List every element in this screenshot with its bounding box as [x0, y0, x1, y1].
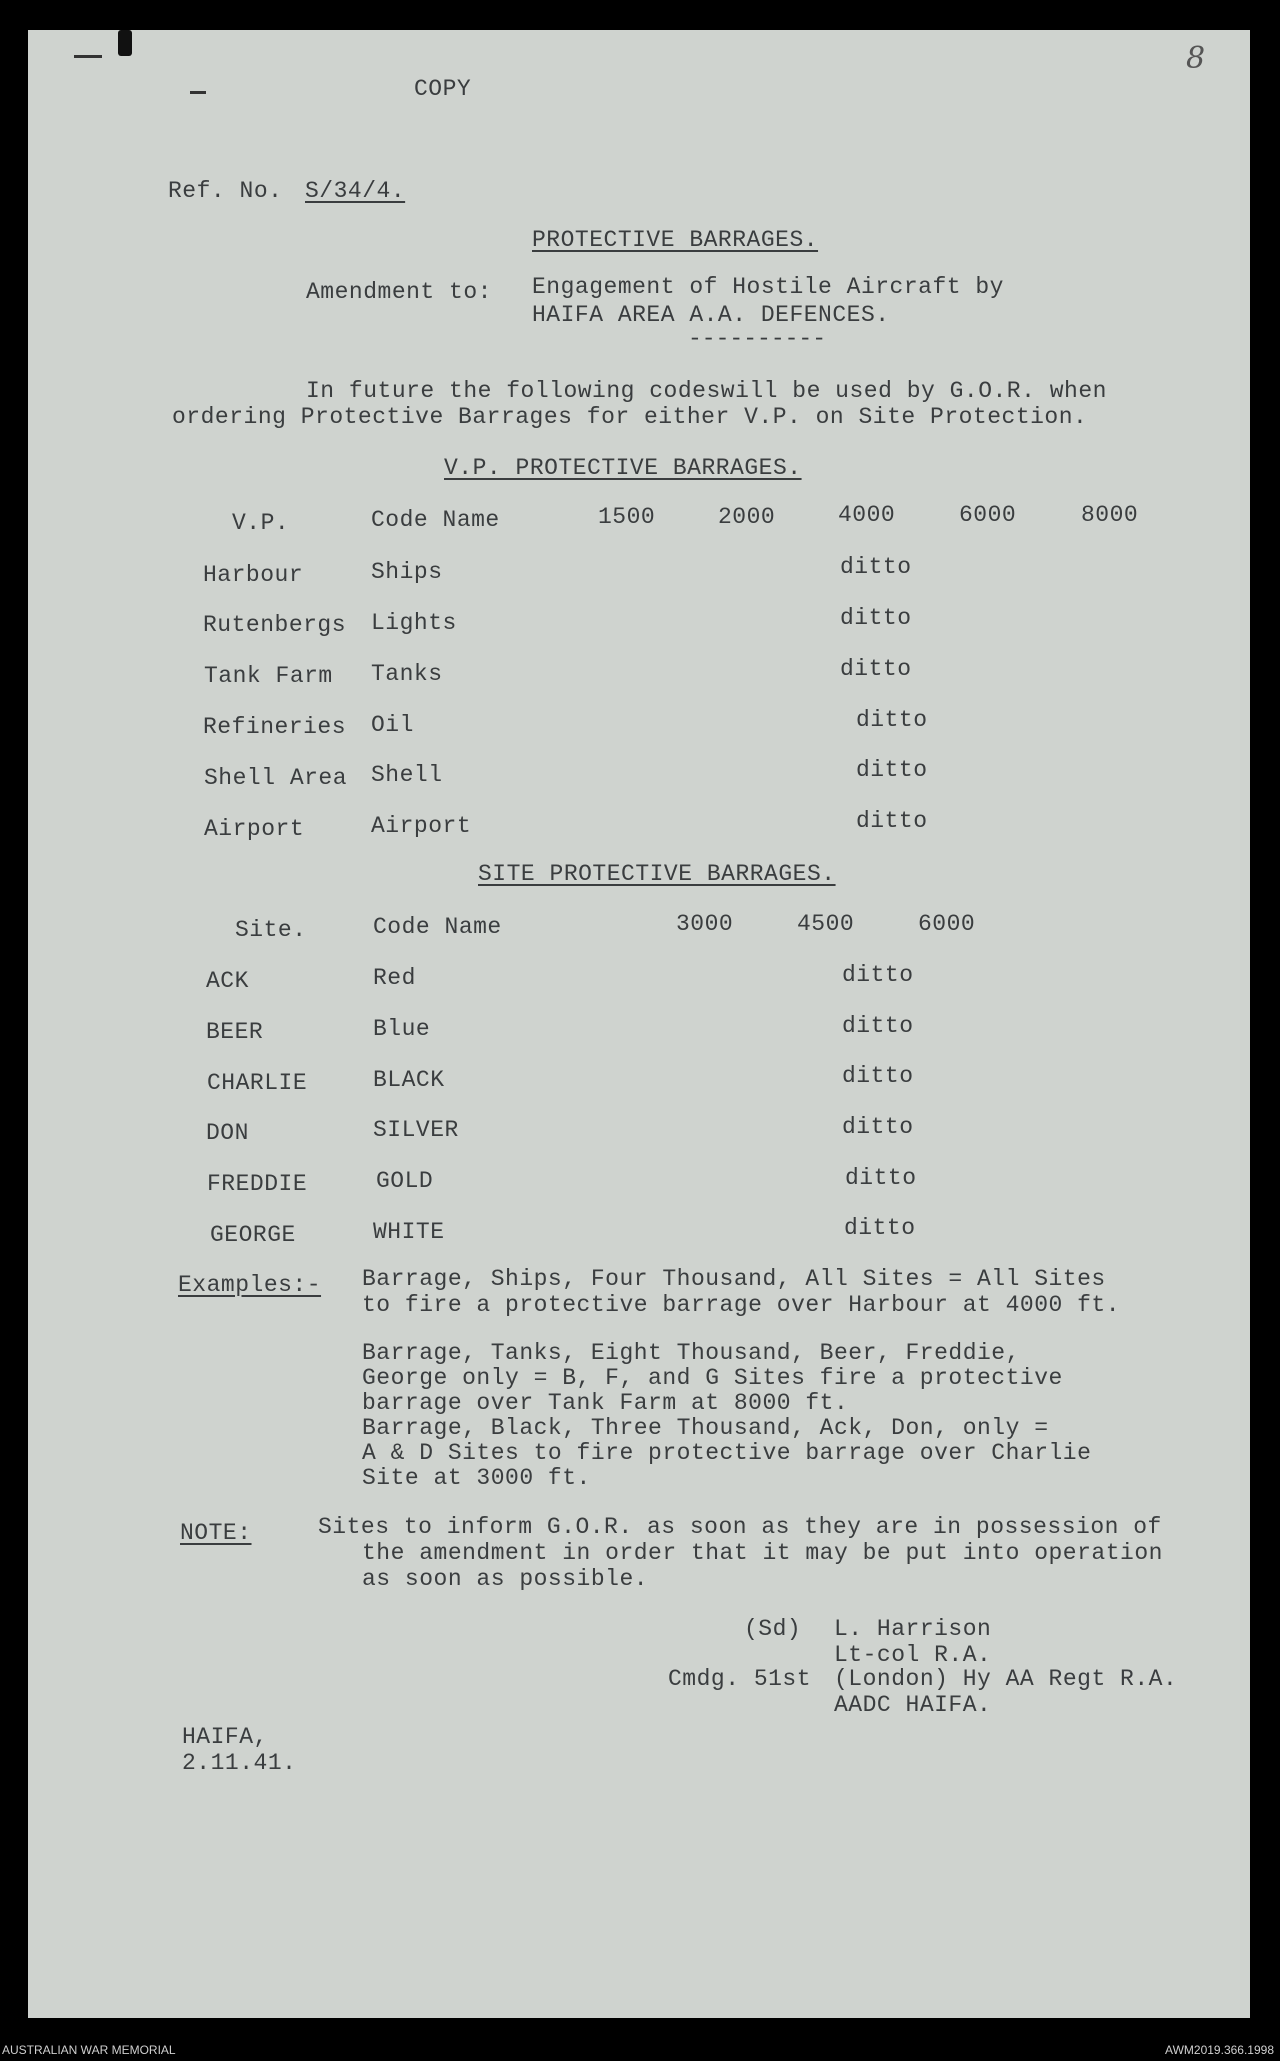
vp-header-6000: 6000 — [959, 502, 1017, 528]
site-heading: SITE PROTECTIVE BARRAGES. — [478, 861, 836, 887]
vp-row-code: Airport — [371, 813, 472, 839]
divider: ---------- — [688, 326, 827, 352]
vp-row-place: Airport — [204, 816, 305, 842]
punch-mark — [118, 30, 132, 56]
site-row-value: ditto — [842, 1114, 914, 1140]
intro-line: In future the following codeswill be used by G.O.R. when — [306, 378, 1107, 404]
vp-row-code: Shell — [371, 762, 443, 788]
vp-header-1500: 1500 — [598, 504, 656, 530]
site-row-code: Red — [373, 965, 416, 991]
ink-mark — [74, 55, 102, 58]
vp-row-code: Oil — [371, 712, 414, 738]
page-number: 8 — [1186, 41, 1206, 76]
footer-institution: AUSTRALIAN WAR MEMORIAL — [2, 2043, 176, 2057]
copy-label: COPY — [414, 76, 472, 102]
vp-header-4000: 4000 — [838, 502, 896, 528]
intro-line: ordering Protective Barrages for either V.P. on Site Protection. — [172, 404, 1088, 430]
example-line: George only = B, F, and G Sites fire a protective — [362, 1365, 1063, 1391]
vp-row-value: ditto — [856, 808, 928, 834]
amendment-line: HAIFA AREA A.A. DEFENCES. — [532, 302, 890, 328]
vp-row-place: Refineries — [203, 714, 347, 740]
site-row-value: ditto — [844, 1215, 916, 1241]
signature-unit: (London) Hy AA Regt R.A. — [834, 1666, 1178, 1692]
vp-header-code: Code Name — [371, 507, 500, 533]
vp-header-vp: V.P. — [232, 510, 290, 536]
example-line: Barrage, Tanks, Eight Thousand, Beer, Freddie, — [362, 1340, 1020, 1366]
site-row-place: CHARLIE — [207, 1070, 308, 1096]
vp-row-value: ditto — [840, 554, 912, 580]
vp-row-value: ditto — [840, 605, 912, 631]
example-line: Barrage, Ships, Four Thousand, All Sites = All Sites — [362, 1266, 1106, 1292]
site-row-place: GEORGE — [210, 1222, 296, 1248]
vp-row-code: Lights — [371, 610, 457, 636]
amendment-label: Amendment to: — [306, 279, 492, 305]
example-line: barrage over Tank Farm at 8000 ft. — [362, 1390, 849, 1416]
example-line: Site at 3000 ft. — [362, 1465, 591, 1491]
vp-row-place: Tank Farm — [204, 663, 333, 689]
site-row-place: DON — [206, 1120, 249, 1146]
vp-header-8000: 8000 — [1081, 502, 1139, 528]
signature-cmdg: Cmdg. 51st — [668, 1666, 812, 1692]
note-line: Sites to inform G.O.R. as soon as they are in possession of — [318, 1514, 1162, 1540]
vp-row-place: Shell Area — [204, 765, 348, 791]
example-line: to fire a protective barrage over Harbour at 4000 ft. — [362, 1292, 1121, 1318]
signature-sd: (Sd) — [744, 1616, 802, 1642]
ink-mark — [190, 91, 206, 94]
date: 2.11.41. — [182, 1750, 297, 1776]
site-row-place: BEER — [206, 1019, 264, 1045]
vp-heading: V.P. PROTECTIVE BARRAGES. — [444, 455, 802, 481]
site-row-value: ditto — [842, 1013, 914, 1039]
document-title: PROTECTIVE BARRAGES. — [532, 227, 819, 253]
ref-label: Ref. No. — [168, 178, 283, 204]
site-row-code: Blue — [373, 1016, 431, 1042]
site-row-place: ACK — [206, 968, 249, 994]
site-row-code: BLACK — [373, 1067, 445, 1093]
signature-aadc: AADC HAIFA. — [834, 1692, 992, 1718]
site-row-value: ditto — [842, 962, 914, 988]
vp-row-value: ditto — [856, 757, 928, 783]
site-row-value: ditto — [842, 1063, 914, 1089]
vp-row-place: Rutenbergs — [203, 612, 347, 638]
site-header-4500: 4500 — [797, 911, 855, 937]
footer-accession: AWM2019.366.1998 — [1165, 2043, 1274, 2057]
vp-row-code: Ships — [371, 559, 443, 585]
signature-rank: Lt-col R.A. — [834, 1642, 992, 1668]
vp-row-value: ditto — [840, 656, 912, 682]
vp-header-2000: 2000 — [718, 504, 776, 530]
site-row-value: ditto — [845, 1165, 917, 1191]
note-label: NOTE: — [180, 1520, 252, 1546]
vp-row-value: ditto — [856, 707, 928, 733]
example-line: A & D Sites to fire protective barrage over Charlie — [362, 1440, 1092, 1466]
amendment-line: Engagement of Hostile Aircraft by — [532, 274, 1004, 300]
examples-label: Examples:- — [178, 1272, 322, 1298]
site-header-site: Site. — [235, 917, 307, 943]
place: HAIFA, — [182, 1724, 268, 1750]
note-line: as soon as possible. — [362, 1566, 649, 1592]
site-row-place: FREDDIE — [207, 1171, 308, 1197]
vp-row-place: Harbour — [203, 562, 304, 588]
site-header-6000: 6000 — [918, 911, 976, 937]
ref-number: S/34/4. — [305, 178, 406, 204]
note-line: the amendment in order that it may be put into operation — [362, 1540, 1163, 1566]
site-row-code: WHITE — [373, 1219, 445, 1245]
vp-row-code: Tanks — [371, 661, 443, 687]
site-header-code: Code Name — [373, 914, 502, 940]
example-line: Barrage, Black, Three Thousand, Ack, Don, only = — [362, 1415, 1049, 1441]
site-header-3000: 3000 — [676, 911, 734, 937]
site-row-code: GOLD — [376, 1168, 434, 1194]
site-row-code: SILVER — [373, 1117, 459, 1143]
signature-name: L. Harrison — [834, 1616, 992, 1642]
